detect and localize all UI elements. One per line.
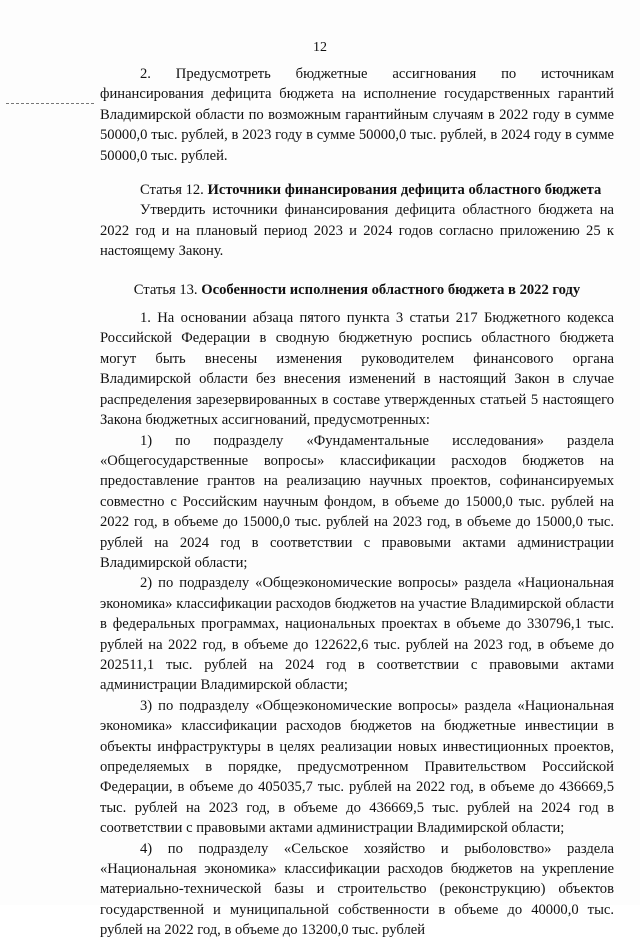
paragraph-item-2: 2. Предусмотреть бюджетные ассигнования по источникам финансирования дефицита бюджета на исполнение государственных гарантий Владимирской области по возможным гарантийным случаям в 2022 году в сумме 50000,0 тыс. рублей, в 2023 году в сумме 50000,0 тыс. рублей, в 2024 году в сумме 50000,0 тыс. рублей.	[100, 66, 614, 164]
list-item-4: 4) по подразделу «Сельское хозяйство и рыболовство» раздела «Национальная экономика» классификации расходов бюджетов на укрепление материально-технической базы и строительство (реконструкцию) объектов государственной и муниципальной собственности в объеме до 40000,0 тыс. рублей на 2022 год, в объеме до 13200,0 тыс. рублей	[100, 840, 614, 939]
article-12-title: Источники финансирования дефицита областного бюджета	[207, 182, 602, 199]
article-12-prefix: Статья 12.	[140, 182, 204, 199]
document-body	[100, 64, 614, 941]
list-item-1: 1) по подразделу «Фундаментальные исследования» раздела «Общегосударственные вопросы» классификации расходов бюджетов на предоставление грантов на реализацию научных проектов, софинансируемых совместно с Российским научным фондом, в объеме до 15000,0 тыс. рублей на 2022 год, в объеме до 15000,0 тыс. рублей на 2023 год, в объеме до 15000,0 тыс. рублей на 2024 год в соответствии с правовыми актами администрации Владимирской области;	[100, 432, 614, 571]
article-13-intro: 1. На основании абзаца пятого пункта 3 статьи 217 Бюджетного кодекса Российской Федерации в сводную бюджетную роспись областного бюджета могут быть внесены изменения руководителем финансового органа Владимирской области без внесения изменений в настоящий Закон в случае распределения зарезервированных в составе утвержденных статьей 5 настоящего Закона бюджетных ассигнований, предусмотренных:	[100, 310, 614, 429]
page-number: 12	[313, 40, 327, 55]
margin-mark	[6, 103, 94, 106]
article-13-heading	[100, 280, 614, 300]
list-item-3: 3) по подразделу «Общеэкономические вопросы» раздела «Национальная экономика» классификации расходов бюджетов на бюджетные инвестиции в объекты инфраструктуры в целях реализации новых инвестиционных проектов, определяемых в порядке, предусмотренном Правительством Российской Федерации, в объеме до 405035,7 тыс. рублей на 2022 год, в объеме до 436669,5 тыс. рублей на 2023 год, в объеме до 436669,5 тыс. рублей на 2024 год в соответствии с правовыми актами администрации Владимирской области;	[100, 697, 614, 837]
article-12-text: Утвердить источники финансирования дефицита областного бюджета на 2022 год и на плановый период 2023 и 2024 годов согласно приложению 25 к настоящему Закону.	[100, 202, 614, 260]
article-13-title: Особенности исполнения областного бюджета в 2022 году	[201, 281, 581, 298]
article-12-heading	[100, 180, 614, 200]
list-item-2: 2) по подразделу «Общеэкономические вопросы» раздела «Национальная экономика» классификации расходов бюджетов на участие Владимирской области в федеральных программах, национальных проектах в объеме до 330796,1 тыс. рублей на 2022 год, в объеме до 122622,6 тыс. рублей на 2023 год, в объеме до 202511,1 тыс. рублей на 2024 год в соответствии с правовыми актами администрации Владимирской области;	[100, 575, 614, 694]
article-13-prefix: Статья 13.	[133, 281, 198, 298]
